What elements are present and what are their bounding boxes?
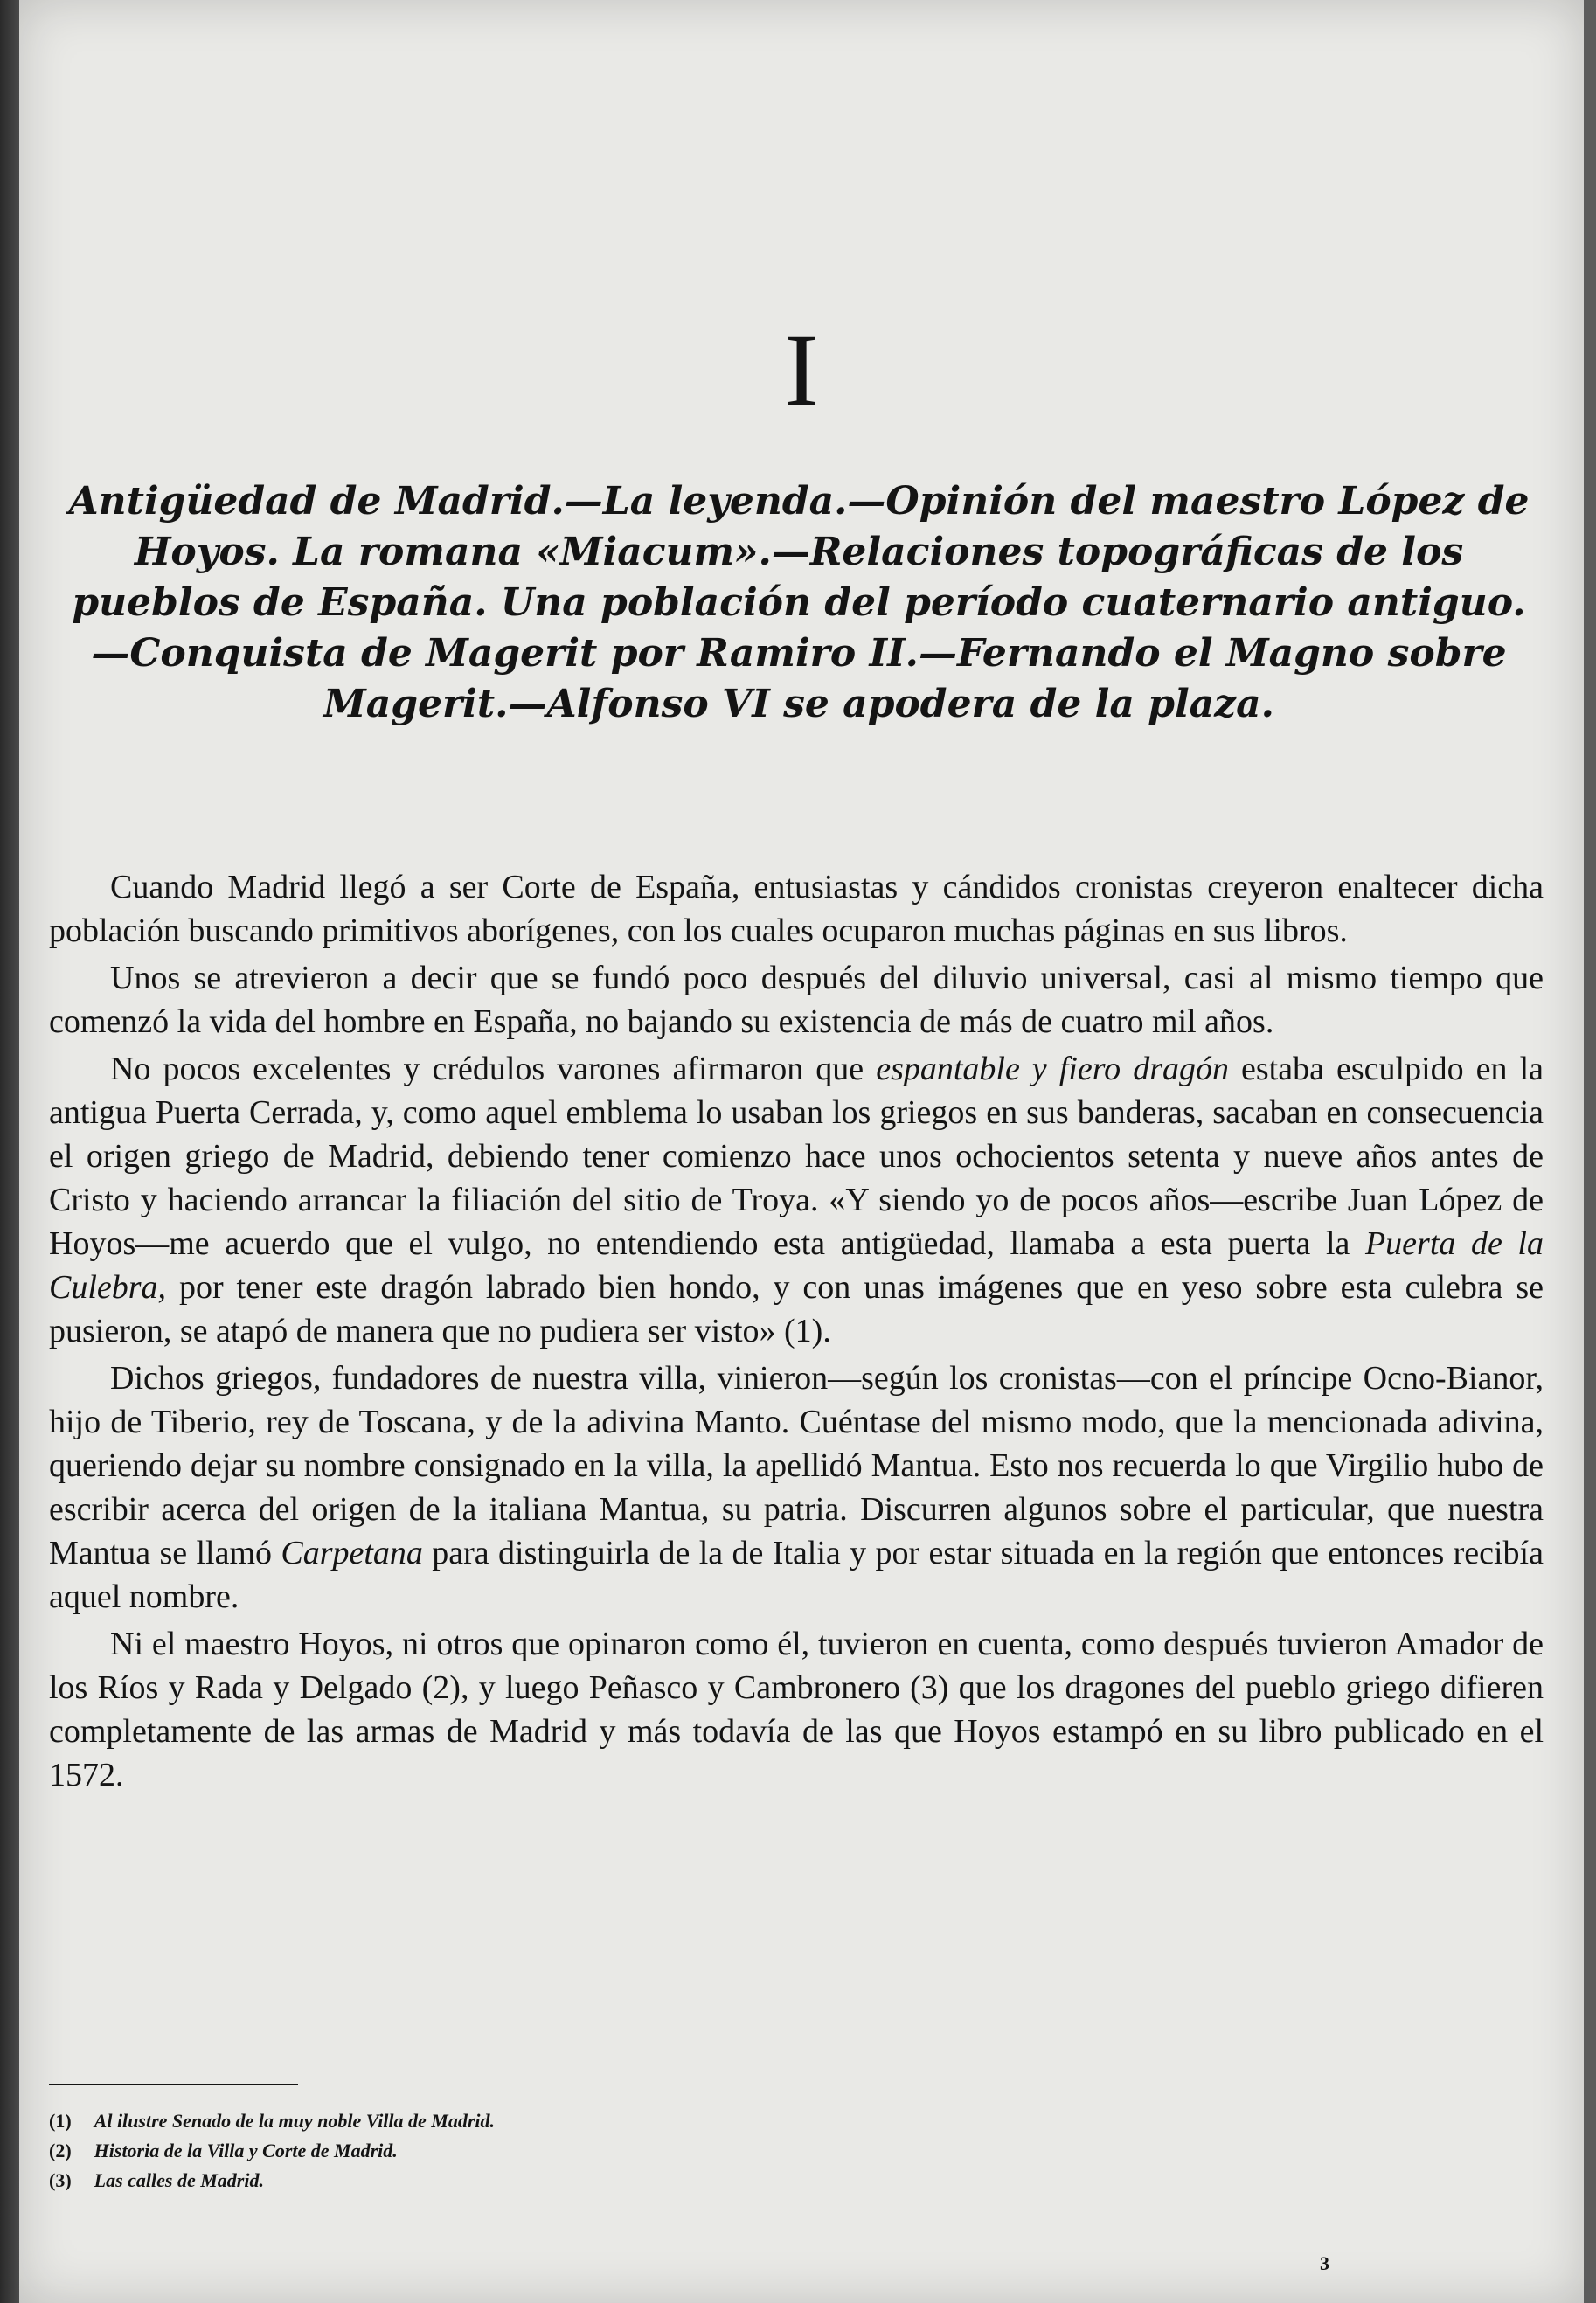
paragraph-3-emphasis-dragon: espantable y fiero dragón xyxy=(876,1051,1229,1087)
footnote-text: Las calles de Madrid. xyxy=(94,2169,264,2191)
paragraph-5: Ni el maestro Hoyos, ni otros que opinaron como él, tuvieron en cuenta, como después tuvieron Amador de los Ríos y Rada y Delgado (2), y luego Peñasco y Cambronero (3) que los dragones del pueblo griego difieren completamente de las armas de Madrid y más todavía de las que Hoyos estampó en su libro publicado en el 1572. xyxy=(49,1626,1544,1793)
footnotes xyxy=(49,2106,836,2195)
paragraph-4-emphasis-carpetana: Carpetana xyxy=(281,1535,423,1571)
footnote xyxy=(49,2136,836,2166)
footnote-divider xyxy=(49,2084,298,2085)
footnote-mark: (3) xyxy=(49,2169,72,2191)
book-page xyxy=(19,0,1584,2303)
paragraph-4 xyxy=(49,1356,1544,1619)
body-text xyxy=(49,865,1544,1800)
footnote-mark: (2) xyxy=(49,2140,72,2161)
paragraph-3-text-b: estaba esculpido en la antigua Puerta Cerrada, y, como aquel emblema lo usaban los griegos en sus banderas, sacaban en consecuencia el origen griego de Madrid, debiendo tener comienzo hace unos ochocientos setenta y nueve años antes de Cristo y haciendo arrancar la filiación del sitio de Troya. «Y siendo yo de pocos años—escribe Juan López de Hoyos—me acuerdo que el vulgo, no entendiendo esta antigüedad, llamaba a esta puerta la xyxy=(49,1051,1544,1262)
paragraph-3-emphasis-culebra: Puerta de la Culebra, xyxy=(49,1225,1544,1306)
footnote-text: Al ilustre Senado de la muy noble Villa de Madrid. xyxy=(94,2110,496,2132)
footnote-mark: (1) xyxy=(49,2110,72,2132)
paragraph-4-text-b: para distinguirla de la de Italia y por estar situada en la región que entonces recibía aquel nombre. xyxy=(49,1535,1544,1615)
paragraph-1: Cuando Madrid llegó a ser Corte de España, entusiastas y cándidos cronistas creyeron enaltecer dicha población buscando primitivos aborígenes, con los cuales ocuparon muchas páginas en sus libros. xyxy=(49,869,1544,949)
footnote xyxy=(49,2106,836,2136)
book-binding-edge xyxy=(0,0,19,2303)
page-number: 3 xyxy=(1320,2252,1329,2274)
footnote-text: Historia de la Villa y Corte de Madrid. xyxy=(94,2140,398,2161)
paragraph-3 xyxy=(49,1047,1544,1353)
footnote xyxy=(49,2166,836,2195)
chapter-summary: Antigüedad de Madrid.—La leyenda.—Opinión del maestro López de Hoyos. La romana «Miacum».—Relaciones topográficas de los pueblos de España. Una población del período cuaternario antiguo.—Conquista de Magerit por Ramiro II.—Fernando el Magno sobre Magerit.—Alfonso VI se apodera de la plaza. xyxy=(68,479,1530,726)
paragraph-3-text-a: No pocos excelentes y crédulos varones afirmaron que xyxy=(110,1051,877,1087)
chapter-number: I xyxy=(784,313,819,427)
paragraph-3-text-c: por tener este dragón labrado bien hondo, y con unas imágenes que en yeso sobre esta culebra se pusieron, se atapó de manera que no pudiera ser visto» (1). xyxy=(49,1269,1544,1349)
paragraph-2: Unos se atrevieron a decir que se fundó poco después del diluvio universal, casi al mismo tiempo que comenzó la vida del hombre en España, no bajando su existencia de más de cuatro mil años. xyxy=(49,960,1544,1040)
paragraph-4-text-a: Dichos griegos, fundadores de nuestra villa, vinieron—según los cronistas—con el príncipe Ocno-Bianor, hijo de Tiberio, rey de Toscana, y de la adivina Manto. Cuéntase del mismo modo, que la mencionada adivina, queriendo dejar su nombre consignado en la villa, la apellidó Mantua. Esto nos recuerda lo que Virgilio hubo de escribir acerca del origen de la italiana Mantua, su patria. Discurren algunos sobre el particular, que nuestra Mantua se llamó xyxy=(49,1360,1544,1571)
